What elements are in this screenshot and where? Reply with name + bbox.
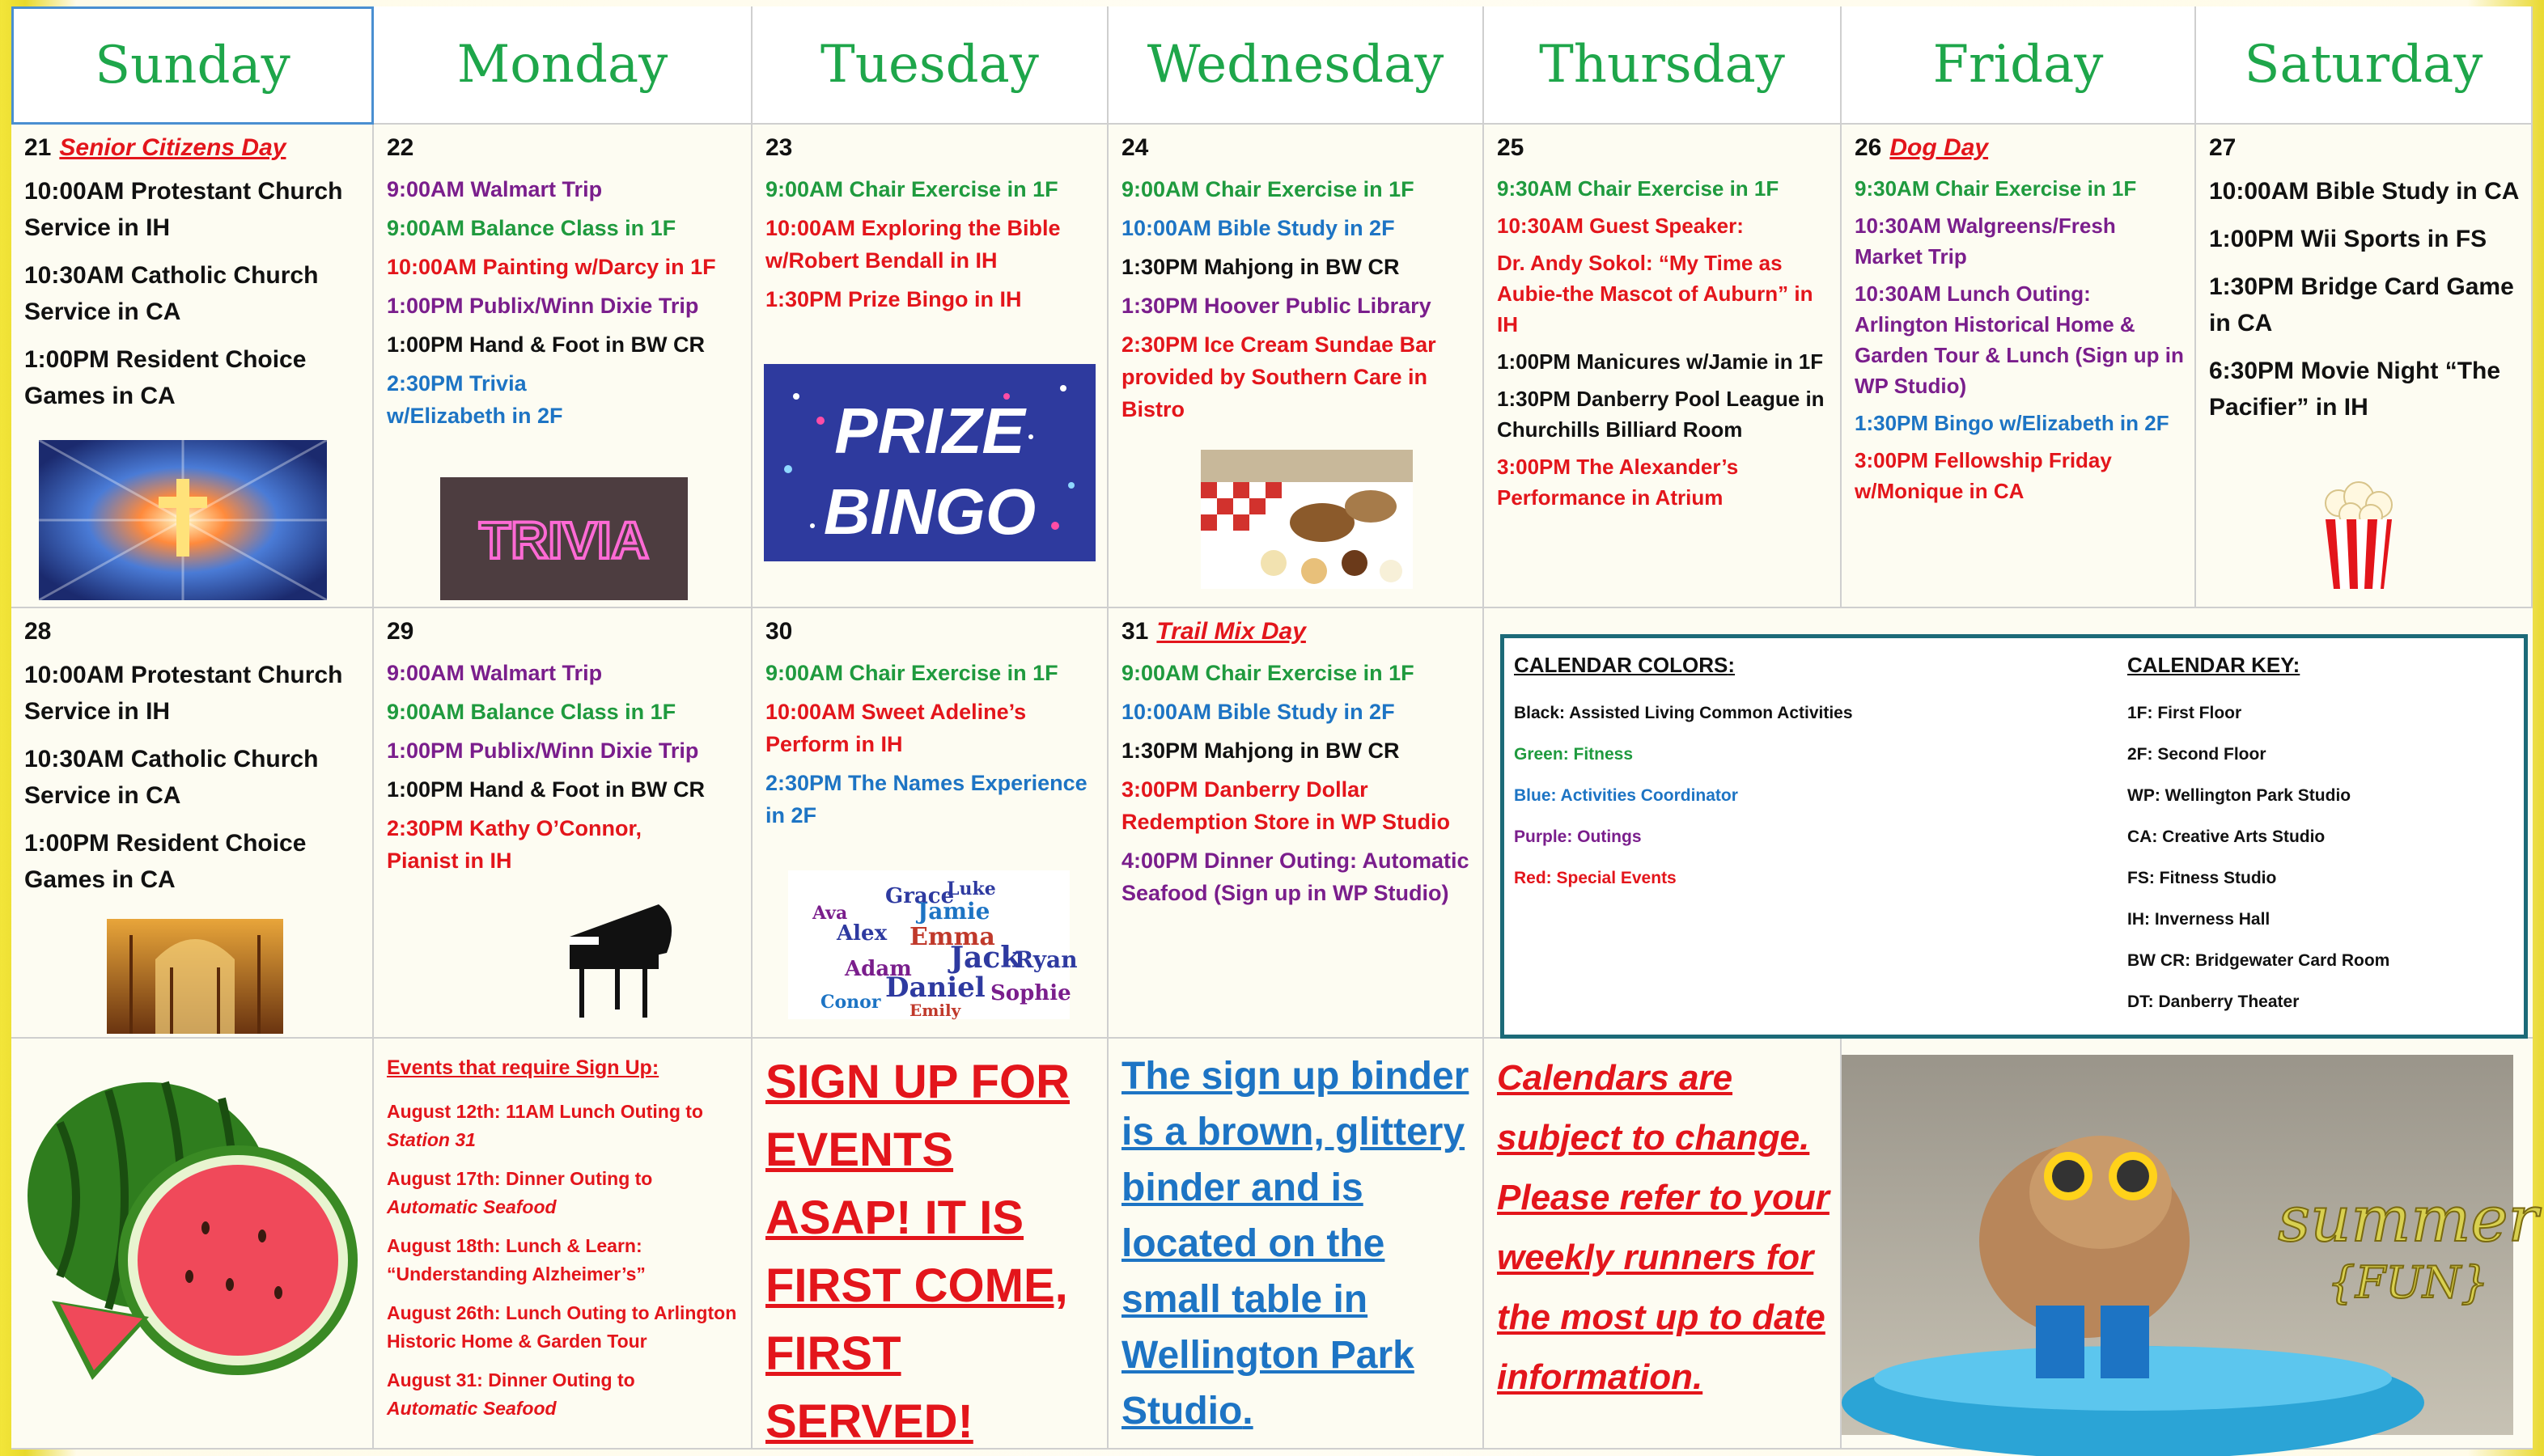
day-number: 23 (765, 134, 793, 161)
event: 9:00AM Chair Exercise in 1F (765, 661, 1058, 685)
signup-item: August 12th: 11AM Lunch Outing to Station 31 (387, 1101, 703, 1150)
cross-image (39, 440, 327, 600)
event: 1:30PM Prize Bingo in IH (765, 287, 1022, 311)
event: 2:30PM The Names Experience in 2F (765, 771, 1088, 827)
day-cell-29 (374, 608, 753, 1039)
names-word-cloud-image (788, 870, 1078, 1020)
event: 1:00PM Hand & Foot in BW CR (387, 332, 705, 357)
header-wednesday: Wednesday (1109, 6, 1484, 125)
prize-bingo-image (764, 364, 1096, 561)
svg-text:Grace: Grace (885, 884, 955, 908)
watermelon-image (28, 1074, 359, 1382)
event: 10:30AM Walgreens/Fresh Market Trip (1855, 214, 2116, 269)
event: 9:00AM Balance Class in 1F (387, 216, 676, 240)
svg-text:Adam: Adam (845, 957, 912, 981)
svg-text:Sophie: Sophie (990, 981, 1071, 1005)
watermelon-cell (11, 1039, 374, 1450)
signup-item: August 18th: Lunch & Learn: “Understanding Alzheimer’s” (387, 1235, 646, 1285)
header-tuesday: Tuesday (753, 6, 1109, 125)
event: 9:00AM Chair Exercise in 1F (1121, 177, 1414, 201)
legend-colors (1514, 653, 1853, 899)
event: 3:00PM Fellowship Friday w/Monique in CA (1855, 448, 2112, 503)
event: 10:30AM Lunch Outing: Arlington Historical Home & Garden Tour & Lunch (Sign up in WP Studio) (1855, 281, 2184, 398)
ice-cream-bar-image (1201, 450, 1413, 589)
svg-text:Conor: Conor (820, 992, 881, 1013)
event: 2:30PM Trivia w/Elizabeth in 2F (387, 371, 563, 428)
event: 2:30PM Kathy O’Connor, Pianist in IH (387, 816, 642, 873)
event: 10:00AM Bible Study in CA (2209, 178, 2520, 205)
svg-text:BINGO: BINGO (823, 476, 1037, 548)
legend-color-row: Green: Fitness (1514, 745, 1634, 764)
day-number: 28 (24, 618, 52, 645)
event: 9:30AM Chair Exercise in 1F (1855, 176, 2137, 201)
binder-notice-cell (1109, 1039, 1484, 1450)
svg-text:Daniel: Daniel (885, 971, 986, 1004)
event: 10:00AM Painting w/Darcy in 1F (387, 255, 716, 279)
day-cell-22 (374, 125, 753, 608)
day-cell-25 (1484, 125, 1842, 608)
trivia-image (440, 477, 688, 600)
summer-fun-cell (1842, 1039, 2538, 1450)
legend-key-row: 2F: Second Floor (2127, 745, 2266, 764)
legend-key-row: IH: Inverness Hall (2127, 910, 2271, 929)
day-cell-24 (1109, 125, 1484, 608)
svg-text:Luke: Luke (947, 878, 996, 899)
legend-key-row: DT: Danberry Theater (2127, 993, 2300, 1011)
popcorn-icon (2314, 480, 2403, 590)
event: 10:00AM Protestant Church Service in IH (24, 662, 343, 725)
day-cell-26 (1842, 125, 2196, 608)
event: 9:00AM Balance Class in 1F (387, 700, 676, 724)
signup-heading: Events that require Sign Up: (387, 1056, 659, 1079)
signup-item: August 26th: Lunch Outing to Arlington Historic Home & Garden Tour (387, 1302, 737, 1352)
svg-text:Alex: Alex (837, 921, 888, 946)
signup-list (374, 1039, 753, 1450)
signup-item: August 31: Dinner Outing to Automatic Seafood (387, 1369, 635, 1419)
event: 10:00AM Protestant Church Service in IH (24, 178, 343, 241)
legend-key (2127, 653, 2389, 1022)
day-number: 25 (1497, 134, 1524, 161)
special-day-label: Senior Citizens Day (59, 134, 286, 161)
event: 1:00PM Manicures w/Jamie in 1F (1497, 349, 1824, 374)
event: 10:00AM Exploring the Bible w/Robert Bendall in IH (765, 216, 1061, 273)
event: 1:00PM Wii Sports in FS (2209, 226, 2487, 252)
event: 4:00PM Dinner Outing: Automatic Seafood (Sign up in WP Studio) (1121, 849, 1469, 905)
svg-text:{FUN}: {FUN} (2327, 1257, 2489, 1308)
event: 1:30PM Danberry Pool League in Churchills Billiard Room (1497, 387, 1825, 442)
day-number: 30 (765, 618, 793, 645)
header-sunday: Sunday (11, 6, 374, 125)
svg-text:Emma: Emma (909, 923, 995, 951)
day-number: 29 (387, 618, 414, 645)
event: 1:30PM Hoover Public Library (1121, 294, 1431, 318)
header-monday: Monday (374, 6, 753, 125)
event: 10:30AM Catholic Church Service in CA (24, 262, 319, 325)
header-friday: Friday (1842, 6, 2196, 125)
legend-color-row: Black: Assisted Living Common Activities (1514, 704, 1853, 722)
event: 9:00AM Chair Exercise in 1F (1121, 661, 1414, 685)
svg-text:Jamie: Jamie (918, 898, 990, 925)
legend-key-row: WP: Wellington Park Studio (2127, 786, 2351, 805)
header-thursday: Thursday (1484, 6, 1842, 125)
day-number: 26 Dog Day (1855, 134, 1989, 161)
day-cell-30 (753, 608, 1109, 1039)
day-number: 21 Senior Citizens Day (24, 134, 286, 161)
event: 10:00AM Bible Study in 2F (1121, 216, 1395, 240)
event: 3:00PM Danberry Dollar Redemption Store in WP Studio (1121, 777, 1451, 834)
day-cell-31 (1109, 608, 1484, 1039)
day-cell-23 (753, 125, 1109, 608)
event: 10:30AM Catholic Church Service in CA (24, 746, 319, 809)
event: 1:00PM Hand & Foot in BW CR (387, 777, 705, 802)
special-day-label: Dog Day (1889, 134, 1989, 161)
event: 6:30PM Movie Night “The Pacifier” in IH (2209, 358, 2501, 421)
special-day-label: Trail Mix Day (1156, 618, 1306, 645)
svg-text:PRIZE: PRIZE (834, 395, 1025, 467)
change-notice: Calendars are subject to change. Please refer to your weekly runners for the most up to date information. (1497, 1058, 1830, 1397)
church-interior-image (107, 919, 283, 1034)
day-number: 24 (1121, 134, 1149, 161)
event: Dr. Andy Sokol: “My Time as Aubie-the Mascot of Auburn” in IH (1497, 251, 1813, 336)
event: 10:00AM Bible Study in 2F (1121, 700, 1395, 724)
svg-text:summer: summer (2278, 1183, 2538, 1256)
event: 1:30PM Bingo w/Elizabeth in 2F (1855, 411, 2169, 435)
signup-notice: SIGN UP FOR EVENTS ASAP! IT IS FIRST COME, FIRST SERVED! (765, 1056, 1070, 1448)
event: 2:30PM Ice Cream Sundae Bar provided by Southern Care in Bistro (1121, 332, 1436, 421)
event: 1:00PM Publix/Winn Dixie Trip (387, 739, 699, 763)
event: 9:30AM Chair Exercise in 1F (1497, 176, 1779, 201)
svg-text:Ryan: Ryan (1015, 946, 1078, 973)
event: 9:00AM Chair Exercise in 1F (765, 177, 1058, 201)
legend-key-row: FS: Fitness Studio (2127, 869, 2277, 887)
event: 1:30PM Mahjong in BW CR (1121, 255, 1400, 279)
event: 1:00PM Resident Choice Games in CA (24, 346, 307, 409)
legend-key-row: 1F: First Floor (2127, 704, 2242, 722)
svg-text:Ava: Ava (812, 903, 848, 924)
event: 10:30AM Guest Speaker: (1497, 214, 1744, 238)
event: 1:00PM Publix/Winn Dixie Trip (387, 294, 699, 318)
event: 3:00PM The Alexander’s Performance in Atrium (1497, 455, 1739, 510)
svg-text:Jack: Jack (950, 941, 1021, 975)
day-cell-21 (11, 125, 374, 608)
svg-text:TRIVIA: TRIVIA (479, 511, 649, 569)
event: 10:00AM Sweet Adeline’s Perform in IH (765, 700, 1027, 756)
event: 9:00AM Walmart Trip (387, 177, 603, 201)
header-saturday: Saturday (2196, 6, 2533, 125)
grand-piano-image (562, 888, 681, 1024)
legend-key-row: BW CR: Bridgewater Card Room (2127, 951, 2390, 970)
binder-notice: The sign up binder is a brown, glittery binder and is located on the small table in Wellington Park Studio. (1121, 1055, 1469, 1433)
event: 1:30PM Mahjong in BW CR (1121, 739, 1400, 763)
event: 1:30PM Bridge Card Game in CA (2209, 273, 2514, 336)
day-number: 27 (2209, 134, 2237, 161)
svg-text:Emily: Emily (909, 1001, 961, 1020)
day-cell-28 (11, 608, 374, 1039)
legend-key-row: CA: Creative Arts Studio (2127, 827, 2326, 846)
legend-color-row: Red: Special Events (1514, 869, 1677, 887)
event: 9:00AM Walmart Trip (387, 661, 603, 685)
change-notice-cell (1484, 1039, 1842, 1450)
legend-key-title: CALENDAR KEY: (2127, 653, 2300, 677)
signup-notice-cell (753, 1039, 1109, 1450)
legend-color-row: Purple: Outings (1514, 827, 1642, 846)
event: 1:00PM Resident Choice Games in CA (24, 830, 307, 893)
legend-colors-title: CALENDAR COLORS: (1514, 653, 1736, 677)
signup-item: August 17th: Dinner Outing to Automatic Seafood (387, 1168, 653, 1217)
summer-fun-image (1842, 1055, 2538, 1435)
day-cell-27 (2196, 125, 2533, 608)
legend-color-row: Blue: Activities Coordinator (1514, 786, 1738, 805)
calendar-legend (1500, 634, 2528, 1039)
day-number: 31 Trail Mix Day (1121, 618, 1306, 645)
day-number: 22 (387, 134, 414, 161)
